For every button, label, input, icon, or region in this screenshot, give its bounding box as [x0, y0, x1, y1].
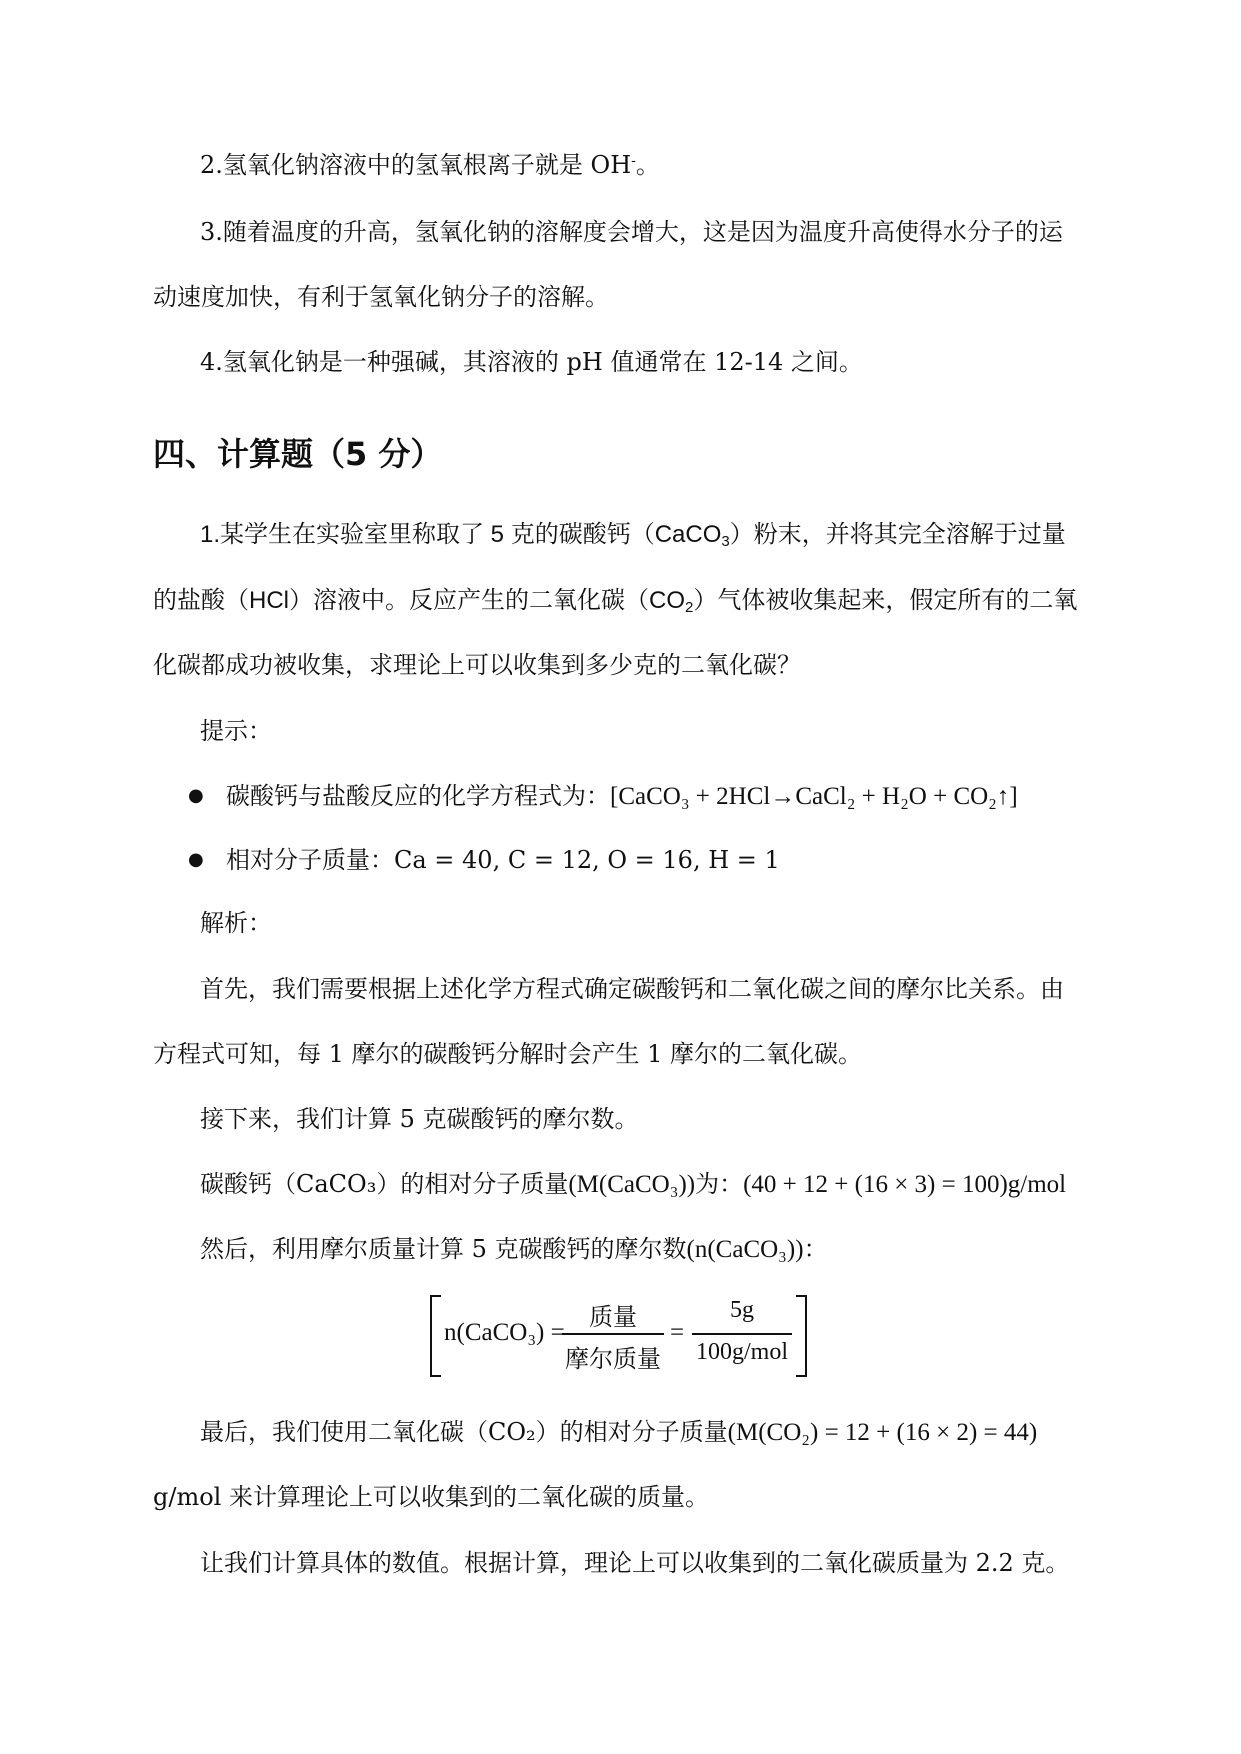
analysis-p3-text: 碳酸钙（CaCO₃）的相对分子质量: [200, 1170, 569, 1198]
analysis-p1-line1: 首先，我们需要根据上述化学方程式确定碳酸钙和二氧化碳之间的摩尔比关系。由: [200, 975, 1064, 1003]
right-bracket: [796, 1295, 807, 1377]
molar-mass-symbol: (M(CaCO₃)): [568, 1171, 696, 1198]
analysis-p3-mid: 为：: [695, 1170, 744, 1198]
answer-item-4: 4.氢氧化钠是一种强碱，其溶液的 pH 值通常在 12-14 之间。: [200, 348, 863, 376]
subscript: 3: [721, 533, 730, 550]
question-line-2-b: ）气体被收集起来，假定所有的二氧: [693, 587, 1078, 614]
bullet-dot-icon: ●: [188, 785, 204, 806]
analysis-label: 解析：: [200, 909, 272, 937]
fraction-numerator: 质量: [589, 1303, 637, 1331]
hint-bullet-1: [226, 779, 1018, 814]
analysis-p5-line2: g/mol 来计算理论上可以收集到的二氧化碳的质量。: [153, 1483, 709, 1511]
analysis-p2: 接下来，我们计算 5 克碳酸钙的摩尔数。: [200, 1105, 639, 1133]
question-line-3: 化碳都成功被收集，求理论上可以收集到多少克的二氧化碳？: [153, 651, 801, 679]
analysis-p3: [200, 1167, 1066, 1202]
subscript: 2: [685, 599, 694, 616]
fraction-bar: [562, 1333, 664, 1335]
hint-label: 提示：: [200, 717, 272, 745]
analysis-p6: 让我们计算具体的数值。根据计算，理论上可以收集到的二氧化碳质量为 2.2 克。: [200, 1549, 1070, 1577]
answer-item-3-line2: 动速度加快，有利于氢氧化钠分子的溶解。: [153, 283, 609, 311]
analysis-p5-text: 最后，我们使用二氧化碳（CO₂）的相对分子质量: [200, 1418, 728, 1446]
fraction-values: [692, 1295, 792, 1373]
analysis-p4-text: 然后，利用摩尔质量计算 5 克碳酸钙的摩尔数: [200, 1235, 687, 1263]
left-bracket: [430, 1295, 441, 1377]
formula-lhs: n(CaCO₃) =: [444, 1319, 565, 1346]
analysis-p4-end: ：: [803, 1235, 828, 1263]
analysis-p1-line2: 方程式可知，每 1 摩尔的碳酸钙分解时会产生 1 摩尔的二氧化碳。: [153, 1040, 863, 1068]
question-line-1-a: 1.某学生在实验室里称取了 5 克的碳酸钙（CaCO: [200, 521, 722, 548]
fraction-numerator: 5g: [730, 1297, 754, 1323]
moles-symbol: (n(CaCO₃)): [686, 1236, 804, 1263]
answer-item-2: [200, 148, 660, 182]
answer-item-2-text: 2.氢氧化钠溶液中的氢氧根离子就是 OH: [200, 151, 632, 179]
analysis-p5-line1: [200, 1415, 1037, 1450]
answer-item-2-end: 。: [635, 151, 660, 179]
chemical-equation: [CaCO₃ + 2HCl→CaCl₂ + H₂O + CO₂↑]: [610, 783, 1018, 810]
bullet-dot-icon: ●: [188, 849, 204, 870]
superscript: -: [631, 153, 636, 169]
answer-item-3-line1: 3.随着温度的升高，氢氧化钠的溶解度会增大，这是因为温度升高使得水分子的运: [200, 218, 1063, 246]
fraction-denominator: 100g/mol: [695, 1339, 788, 1365]
equals-sign: =: [670, 1319, 685, 1346]
co2-molar-mass-equation: (M(CO₂) = 12 + (16 × 2) = 44): [727, 1419, 1038, 1446]
hint-bullet-1-text: 碳酸钙与盐酸反应的化学方程式为：: [226, 782, 610, 810]
question-line-1: [200, 518, 1066, 552]
fraction-bar: [692, 1333, 792, 1335]
question-line-1-b: ）粉末，并将其完全溶解于过量: [729, 521, 1066, 548]
hint-bullet-2: 相对分子质量：Ca = 40, C = 12, O = 16, H = 1: [226, 846, 780, 874]
section-heading: 四、计算题（5 分）: [153, 435, 443, 473]
fraction-denominator: 摩尔质量: [565, 1345, 661, 1373]
analysis-p4: [200, 1232, 828, 1267]
question-line-2: [153, 584, 1077, 618]
fraction-mass-ratio: [562, 1295, 664, 1373]
molar-mass-equation: (40 + 12 + (16 × 3) = 100)g/mol: [743, 1171, 1067, 1198]
question-line-2-a: 的盐酸（HCl）溶液中。反应产生的二氧化碳（CO: [153, 587, 685, 614]
